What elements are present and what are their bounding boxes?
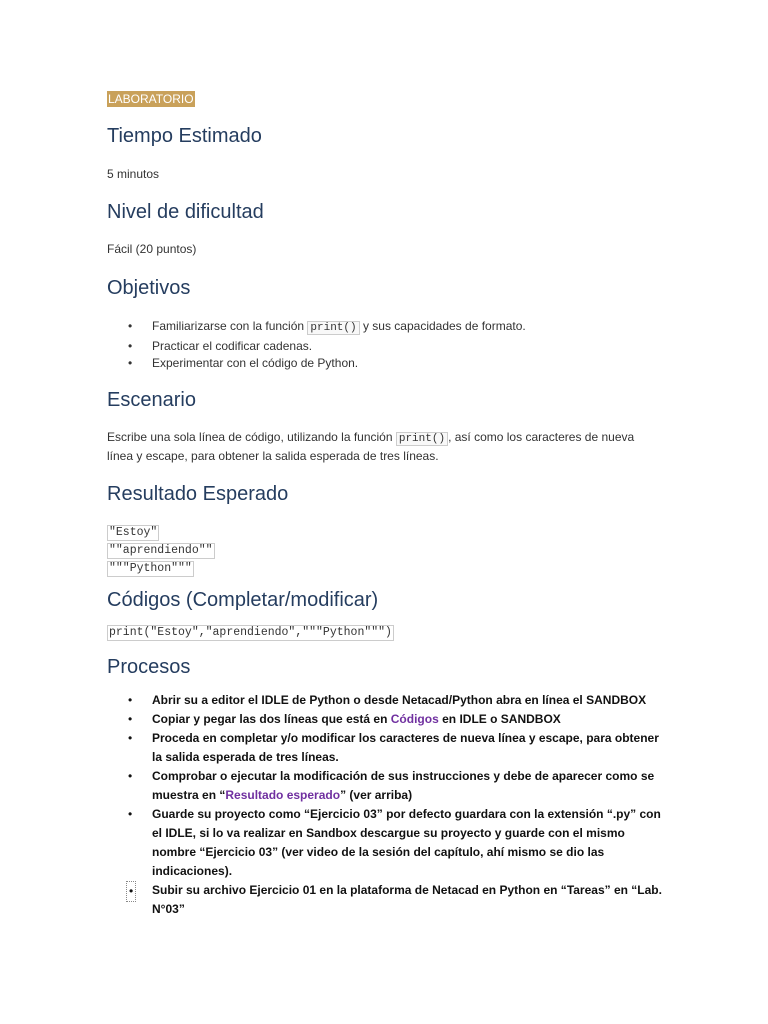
objetivos-list xyxy=(107,318,526,373)
proceso-emphasis: Tareas xyxy=(566,883,605,897)
proceso-emphasis: Lab. N°03 xyxy=(152,883,662,916)
heading-codigos: Códigos (Completar/modificar) xyxy=(107,589,379,611)
inline-code: print() xyxy=(396,432,448,446)
escenario-text-start: Escribe una sola línea de código, utilizando la función xyxy=(107,430,396,444)
procesos-list xyxy=(107,691,667,919)
proceso-text: ” xyxy=(178,902,185,916)
escenario-text-end: , así como los caracteres de nueva línea y escape, para obtener la salida esperada de tres líneas. xyxy=(107,430,635,463)
heading-tiempo: Tiempo Estimado xyxy=(107,125,262,147)
expected-output-block xyxy=(107,522,215,576)
list-item xyxy=(107,318,526,338)
heading-objetivos: Objetivos xyxy=(107,277,191,299)
bullet-icon: • xyxy=(128,731,133,745)
heading-nivel: Nivel de dificultad xyxy=(107,201,264,223)
list-item xyxy=(107,767,667,805)
proceso-emphasis: Ejercicio 01 xyxy=(249,883,317,897)
proceso-emphasis: Ejercicio 03 xyxy=(205,845,273,859)
escenario-text xyxy=(107,429,652,465)
objetivo-text: y sus capacidades de formato. xyxy=(359,319,526,333)
list-item xyxy=(107,691,667,710)
bullet-icon: • xyxy=(128,807,133,821)
proceso-text: Copiar y pegar las dos líneas que está en xyxy=(152,712,391,726)
code-block xyxy=(107,622,394,640)
proceso-text: ” con el IDLE, si lo va realizar en Sandbox descargue su proyecto y guarde con el mismo nombre “ xyxy=(152,807,661,859)
heading-escenario: Escenario xyxy=(107,389,196,411)
bullet-icon: • xyxy=(128,356,133,370)
bullet-icon: • xyxy=(128,319,133,333)
proceso-text: Proceda en completar y/o modificar los caracteres de nueva línea y escape, para obtener la salida esperada de tres líneas. xyxy=(152,731,659,764)
heading-procesos: Procesos xyxy=(107,656,191,678)
list-item xyxy=(107,881,667,919)
objetivo-text: Experimentar con el código de Python. xyxy=(152,356,359,370)
tiempo-text: 5 minutos xyxy=(107,167,160,181)
bullet-icon: • xyxy=(128,769,133,783)
proceso-text: Abrir su a editor el IDLE de Python o desde Netacad/Python abra en línea el SANDBOX xyxy=(152,693,647,707)
nivel-text: Fácil (20 puntos) xyxy=(107,242,197,256)
list-item xyxy=(107,710,667,729)
code-line: print("Estoy","aprendiendo","""Python""") xyxy=(109,626,392,639)
lab-badge: LABORATORIO xyxy=(108,92,194,106)
proceso-text: en IDLE o SANDBOX xyxy=(438,712,561,726)
proceso-text: ” (ver arriba) xyxy=(340,788,413,802)
proceso-text: Subir su archivo xyxy=(152,883,250,897)
output-line: ""aprendiendo"" xyxy=(109,544,213,557)
bullet-icon: • xyxy=(128,712,133,726)
bullet-icon: • xyxy=(128,693,133,707)
codigos-link: Códigos xyxy=(390,712,439,726)
list-item xyxy=(107,355,526,373)
proceso-emphasis: Ejercicio 03” xyxy=(310,807,383,821)
proceso-text: por defecto guardara con la extensión xyxy=(382,807,607,821)
proceso-text: ” (ver video de la sesión del capítulo, ahí mismo se dio las indicaciones). xyxy=(152,845,605,878)
proceso-text: Guarde su proyecto como “ xyxy=(152,807,311,821)
inline-code: print() xyxy=(307,321,359,335)
resultado-esperado-link: Resultado esperado xyxy=(225,788,341,802)
output-line: """Python""" xyxy=(109,562,192,575)
bullet-icon: • xyxy=(128,338,133,353)
proceso-text: Comprobar o ejecutar la modificación de sus instrucciones y debe de aparecer como se muestra en “ xyxy=(152,769,655,802)
proceso-emphasis: “.py xyxy=(606,807,631,821)
proceso-text: en la plataforma de Netacad en Python en “ xyxy=(316,883,567,897)
objetivo-text: Practicar el codificar cadenas. xyxy=(152,338,313,353)
bullet-icon: • xyxy=(126,881,136,902)
list-item xyxy=(107,338,526,356)
heading-resultado: Resultado Esperado xyxy=(107,483,289,505)
list-item xyxy=(107,729,667,767)
list-item xyxy=(107,805,667,881)
output-line: "Estoy" xyxy=(109,526,158,539)
proceso-text: ” en “ xyxy=(604,883,638,897)
objetivo-text: Familiarizarse con la función xyxy=(152,319,308,333)
